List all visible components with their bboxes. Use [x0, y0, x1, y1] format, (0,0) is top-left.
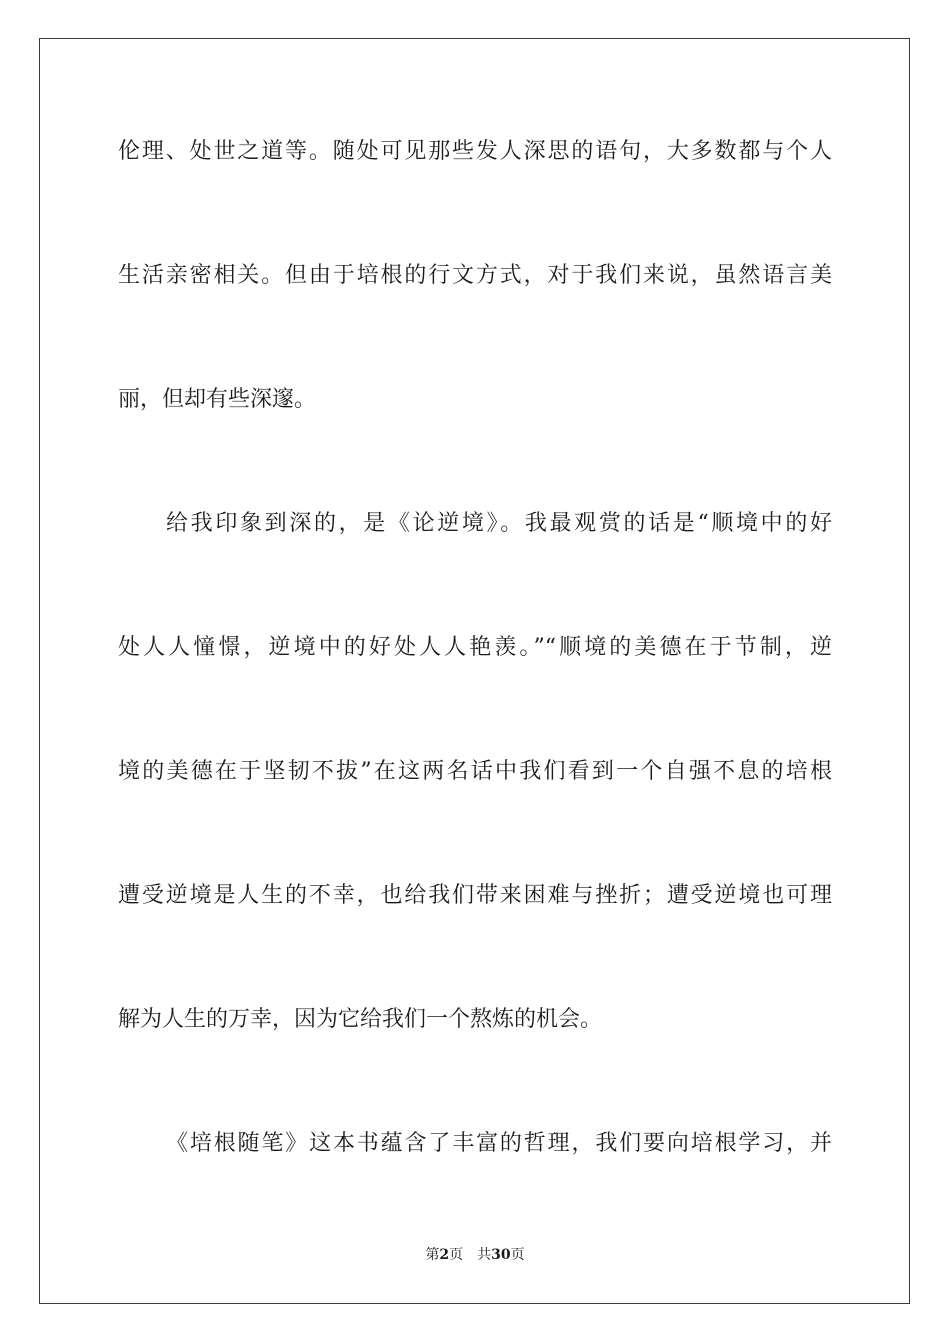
body-line-4: 给我印象到深的，是《论逆境》。我最观赏的话是“顺境中的好: [166, 511, 832, 536]
body-line-3: 丽，但却有些深邃。: [118, 387, 317, 412]
page-suffix: 页: [449, 1247, 464, 1263]
body-line-2: 生活亲密相关。但由于培根的行文方式，对于我们来说，虽然语言美: [118, 263, 832, 288]
body-line-9: 《培根随笔》这本书蕴含了丰富的哲理，我们要向培根学习，并: [166, 1131, 832, 1156]
body-line-7: 遭受逆境是人生的不幸，也给我们带来困难与挫折；遭受逆境也可理: [118, 883, 832, 908]
total-suffix: 页: [510, 1247, 525, 1263]
body-line-8: 解为人生的万幸，因为它给我们一个熬炼的机会。: [118, 1007, 603, 1032]
page-footer: [0, 1246, 950, 1264]
total-pages: 30: [491, 1247, 511, 1263]
page-border: [39, 38, 910, 1304]
page-prefix: 第: [425, 1247, 440, 1263]
body-line-5: 处人人憧憬，逆境中的好处人人艳羡。”“顺境的美德在于节制，逆: [118, 635, 832, 660]
body-line-1: 伦理、处世之道等。随处可见那些发人深思的语句，大多数都与个人: [118, 139, 832, 164]
total-prefix: 共: [477, 1247, 492, 1263]
page-number: 2: [439, 1247, 450, 1263]
body-line-6: 境的美德在于坚韧不拔”在这两名话中我们看到一个自强不息的培根: [118, 759, 832, 784]
